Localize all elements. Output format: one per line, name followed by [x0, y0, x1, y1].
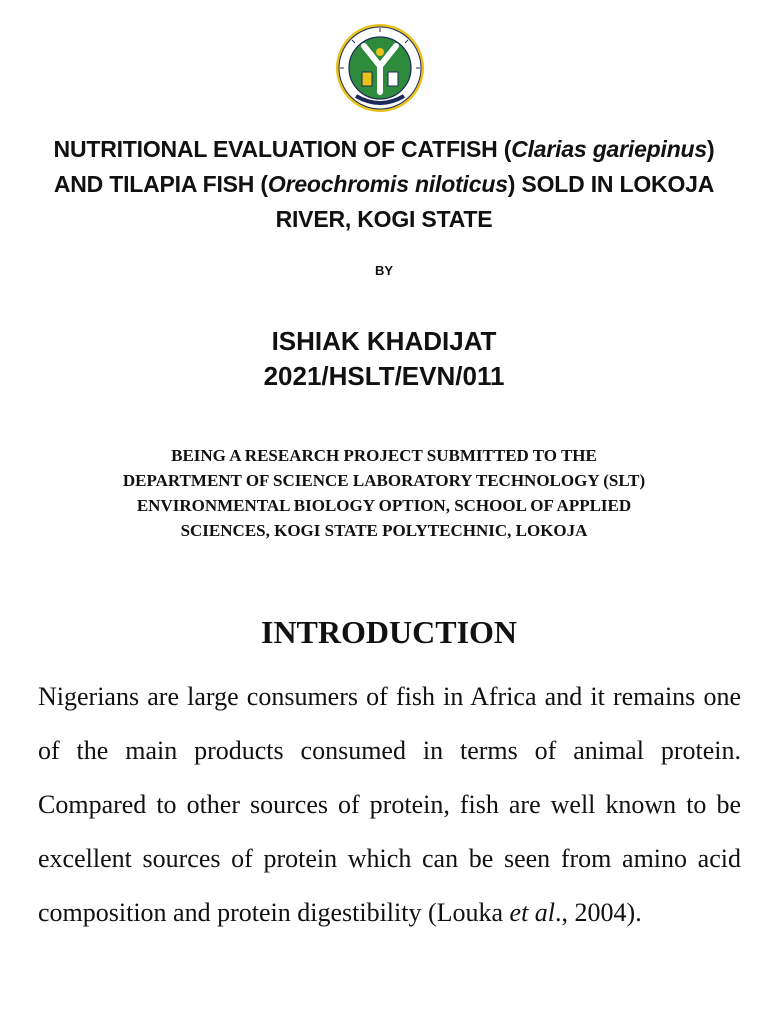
submission-statement	[40, 443, 728, 543]
title-species-catfish: Clarias gariepinus	[511, 136, 707, 162]
intro-citation-italic: et al	[509, 898, 556, 927]
introduction-paragraph	[38, 670, 741, 940]
title-part-1: NUTRITIONAL EVALUATION OF CATFISH (	[53, 136, 512, 162]
project-title	[40, 132, 728, 237]
submission-line-1: BEING A RESEARCH PROJECT SUBMITTED TO THE	[171, 446, 597, 465]
submission-line-4: SCIENCES, KOGI STATE POLYTECHNIC, LOKOJA	[180, 521, 588, 540]
introduction-heading: INTRODUCTION	[260, 614, 518, 650]
author-matric-number: 2021/HSLT/EVN/011	[263, 361, 505, 391]
author-block	[0, 324, 768, 394]
title-part-2: ) AND TILAPIA FISH (	[53, 136, 715, 197]
submission-line-2: DEPARTMENT OF SCIENCE LABORATORY TECHNOLOGY (SLT)	[122, 471, 646, 490]
polytechnic-logo	[334, 22, 426, 114]
title-species-tilapia: Oreochromis niloticus	[267, 171, 508, 197]
title-part-3: ) SOLD IN LOKOJA RIVER, KOGI STATE	[275, 171, 715, 232]
intro-text: Nigerians are large consumers of fish in Africa and it remains one of the main products consumed in terms of animal protein. Compared to other sources of protein, fish are well known to be excellent sources of protein which can be seen from amino acid composition and protein digestibility (Louka	[38, 682, 741, 927]
intro-citation-end: ., 2004).	[555, 898, 642, 927]
submission-line-3: ENVIRONMENTAL BIOLOGY OPTION, SCHOOL OF APPLIED	[136, 496, 632, 515]
polytechnic-seal-icon	[334, 22, 426, 114]
author-name: ISHIAK KHADIJAT	[271, 326, 497, 356]
by-label: BY	[374, 263, 394, 278]
